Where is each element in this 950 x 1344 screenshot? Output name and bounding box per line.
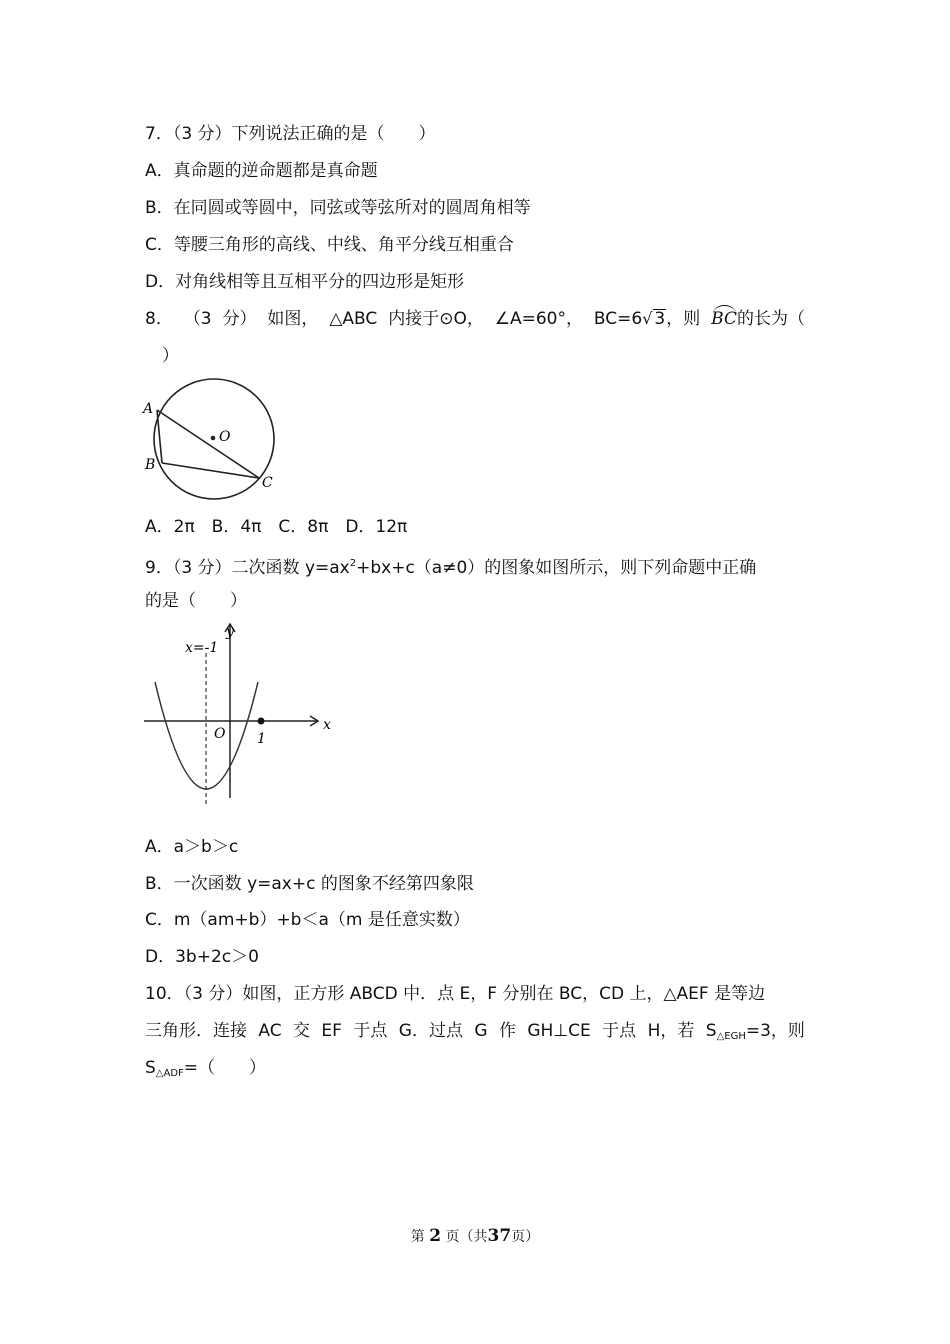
q8-score: （3 — [183, 309, 212, 329]
label-o: O — [214, 726, 226, 742]
q8-number: 8． — [145, 309, 173, 329]
segment-ab — [157, 410, 162, 463]
q9-option-a: A．a＞b＞c — [145, 837, 239, 857]
current-page: 2 — [429, 1226, 442, 1246]
exponent: 2 — [349, 558, 357, 569]
q9-stem-line2: 的是（ ） — [145, 591, 247, 611]
sqrt-value: 3 — [654, 309, 666, 329]
q9-option-c: C．m（am+b）+b＜a（m 是任意实数） — [145, 910, 470, 930]
q10-line3: $S_{\triangle ADF}=$（ ） — [145, 1058, 267, 1079]
label-o: O — [219, 429, 231, 445]
radical-sign: √ — [642, 309, 653, 328]
q9-option-b: B．一次函数 y=ax+c 的图象不经第四象限 — [145, 874, 474, 894]
label-y: y — [226, 624, 234, 640]
arc-bc-label: BC — [711, 309, 737, 329]
q9-parabola-figure — [138, 616, 338, 812]
q8-score-unit: 分） — [222, 309, 257, 329]
q7-option-d: D．对角线相等且互相平分的四边形是矩形 — [145, 272, 465, 292]
q9-option-d: D．3b+2c＞0 — [145, 947, 259, 967]
center-dot — [211, 436, 216, 441]
segment-bc — [162, 463, 259, 478]
q7-stem: 7．（3 分）下列说法正确的是（ ） — [145, 124, 436, 144]
q10-line2: 三角形．连接 AC 交 EF 于点 G．过点 G 作 GH⊥CE 于点 H，若 $S_{\triangle EGH}=3$，则 — [145, 1020, 805, 1048]
q8-circle-figure — [140, 372, 290, 507]
q8-angle: ∠A=60°， — [494, 309, 583, 329]
q7-option-b: B．在同圆或等圆中，同弦或等弦所对的圆周角相等 — [145, 198, 531, 218]
q7-option-a: A．真命题的逆命题都是真命题 — [145, 161, 378, 181]
q8-arc: BC的长为（ — [711, 309, 805, 329]
total-pages: 37 — [487, 1226, 512, 1246]
label-a: A — [143, 401, 154, 417]
q7-option-c: C．等腰三角形的高线、中线、角平分线互相重合 — [145, 235, 514, 255]
q9-stem: 9．（3 分）二次函数 $y=ax^2+bx+c(a\ne 0)$的图象如图所示，则下列命题中正确 — [145, 558, 757, 578]
label-b: B — [145, 457, 156, 473]
q8-bc-length: BC=6√ 3，则 — [593, 309, 701, 329]
q8-text: 如图， — [267, 309, 319, 329]
segment-ac — [157, 410, 259, 478]
q8-inscribed: 内接于⊙O， — [388, 309, 484, 329]
page-footer: 第 2 页（共37页） — [410, 1226, 540, 1246]
area-egh: $S_{\triangle EGH}=3$，则 — [705, 1021, 805, 1042]
label-x: x — [323, 717, 331, 733]
point-one — [258, 718, 265, 725]
q8-stem — [145, 308, 805, 330]
label-c: C — [262, 475, 273, 491]
q8-triangle: △ABC — [329, 309, 378, 329]
q10-line1: 10．（3 分）如图，正方形 ABCD 中．点 E，F 分别在 BC，CD 上，△AEF 是等边 — [145, 984, 766, 1004]
label-one: 1 — [257, 731, 266, 747]
label-axis: x=-1 — [185, 640, 219, 656]
q8-stem-line2: ） — [162, 346, 179, 366]
q8-options: A．2π B．4π C．8π D．12π — [145, 517, 408, 537]
